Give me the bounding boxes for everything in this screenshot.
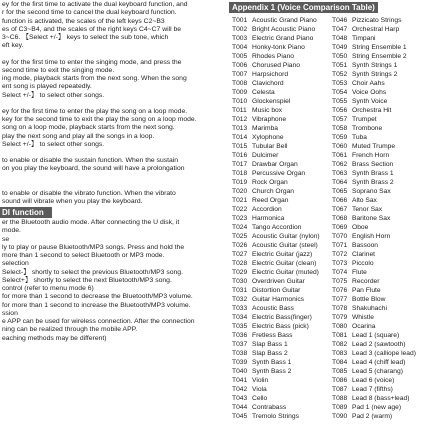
voice-name: Brass Section xyxy=(352,160,394,168)
voice-code: T034 xyxy=(232,313,248,321)
voice-name: Trombone xyxy=(352,124,383,132)
voice-code: T026 xyxy=(232,241,248,249)
voice-name: Accordion xyxy=(252,205,282,213)
voice-name: Acoustic Grand Piano xyxy=(252,16,317,24)
voice-code: T051 xyxy=(332,61,348,69)
voice-code: T009 xyxy=(232,88,248,96)
voice-name: Alto Sax xyxy=(352,196,377,204)
voice-name: Orchestral Harp xyxy=(352,25,400,33)
voice-code: T063 xyxy=(332,169,348,177)
voice-code: T017 xyxy=(232,160,248,168)
manual-text-line: play the next song and play all the songs in a loop. xyxy=(2,132,155,140)
voice-code: T045 xyxy=(232,412,248,420)
voice-name: Lead 5 (charang) xyxy=(352,367,403,375)
voice-name: Electric Guitar (jazz) xyxy=(252,250,313,258)
voice-name: Bright Acoustic Piano xyxy=(252,25,316,33)
voice-code: T033 xyxy=(232,304,248,312)
appendix-title: Appendix 1 (Voice Comparison Table) xyxy=(229,2,378,13)
voice-code: T074 xyxy=(332,268,348,276)
voice-name: Electric Grand Piano xyxy=(252,34,314,42)
voice-code: T077 xyxy=(332,295,348,303)
manual-text-line: ent song is played repeatedly. xyxy=(2,83,92,91)
manual-text-line: for more than 1 second to decrease the Bluetooth/MP3 volume. xyxy=(2,293,193,301)
voice-code: T058 xyxy=(332,124,348,132)
voice-name: Harpsichord xyxy=(252,70,289,78)
manual-text-line: to enable or disable the sustain function. When the sustain xyxy=(2,157,179,164)
voice-name: Rock Organ xyxy=(252,178,288,186)
voice-name: Synth Voice xyxy=(352,97,388,105)
voice-code: T028 xyxy=(232,259,248,267)
voice-name: Harmonica xyxy=(252,214,285,222)
voice-name: Tubular Bell xyxy=(252,142,288,150)
voice-name: Acoustic Bass xyxy=(252,304,294,312)
voice-code: T064 xyxy=(332,178,348,186)
voice-code: T016 xyxy=(232,151,248,159)
voice-code: T008 xyxy=(232,79,248,87)
voice-name: Whistle xyxy=(352,313,374,321)
voice-code: T037 xyxy=(232,340,248,348)
voice-name: String Ensemble 1 xyxy=(352,43,407,51)
appendix-voice-table xyxy=(229,0,430,430)
voice-name: Tango Accordion xyxy=(252,223,302,231)
manual-text-line: more than 1 second to select Bluetooth or MP3 mode. xyxy=(2,252,165,259)
voice-name: Clarinet xyxy=(352,250,376,258)
voice-code: T003 xyxy=(232,34,248,42)
voice-name: Slap Bass 1 xyxy=(252,340,288,348)
voice-name: Shakuhachi xyxy=(352,304,387,312)
voice-code: T071 xyxy=(332,241,348,249)
voice-name: Lead 1 (square) xyxy=(352,331,400,339)
voice-name: Electric Bass (pick) xyxy=(252,322,309,330)
voice-name: Soprano Sax xyxy=(352,187,391,195)
voice-name: Trumpet xyxy=(352,115,377,123)
voice-name: Orchestra Hit xyxy=(352,106,392,114)
voice-code: T089 xyxy=(332,403,348,411)
voice-code: T078 xyxy=(332,304,348,312)
voice-code: T010 xyxy=(232,97,248,105)
manual-text-line: sound will vibrate when you play the keyboard. xyxy=(2,197,143,205)
voice-code: T012 xyxy=(232,115,248,123)
voice-name: Lead 2 (sawtooth) xyxy=(352,340,406,348)
voice-code: T013 xyxy=(232,124,248,132)
voice-code: T050 xyxy=(332,52,348,60)
manual-text-line: es of C3~B4, and the scales of the right keys C4~C7 will be xyxy=(2,25,182,33)
voice-code: T082 xyxy=(332,340,348,348)
manual-text-line: Select +/-】 to select other songs. xyxy=(2,91,105,99)
voice-code: T024 xyxy=(232,223,248,231)
voice-code: T006 xyxy=(232,61,248,69)
voice-name: Lead 8 (bass+lead) xyxy=(352,394,410,402)
voice-code: T032 xyxy=(232,295,248,303)
voice-code: T011 xyxy=(232,106,247,114)
voice-code: T040 xyxy=(232,367,248,375)
manual-text-line: for more than 1 second to increase the Bluetooth/MP3 volume. xyxy=(2,301,191,309)
voice-name: English Horn xyxy=(352,232,391,240)
voice-name: Music box xyxy=(252,106,283,114)
manual-text-line: to enable or disable the vibrato function. When the vibrato xyxy=(2,189,176,197)
voice-name: Flute xyxy=(352,268,367,276)
voice-code: T035 xyxy=(232,322,248,330)
voice-name: Synth Strings 1 xyxy=(352,61,398,69)
manual-text-line: selection xyxy=(2,260,29,268)
voice-name: Synth Bass 2 xyxy=(252,367,292,375)
voice-name: Percussive Organ xyxy=(252,169,306,177)
voice-name: Bassoon xyxy=(352,241,379,249)
voice-code: T073 xyxy=(332,259,348,267)
voice-name: Synth Strings 2 xyxy=(352,70,398,78)
manual-text-line: r for the second time to cancel the dual keyboard function. xyxy=(2,9,177,17)
manual-text-line: eft key. xyxy=(2,42,24,50)
voice-code: T066 xyxy=(332,196,348,204)
voice-code: T072 xyxy=(332,250,348,258)
voice-code: T076 xyxy=(332,286,348,294)
voice-name: Baritone Sax xyxy=(352,214,391,222)
voice-name: Pan Flute xyxy=(352,286,381,294)
voice-name: Vibraphone xyxy=(252,115,287,123)
voice-code: T068 xyxy=(332,214,348,222)
voice-name: Oboe xyxy=(352,223,369,231)
voice-name: French Horn xyxy=(352,151,390,159)
voice-code: T030 xyxy=(232,277,248,285)
manual-text-line: function is activated, the scales of the left keys C2~B3 xyxy=(2,17,165,25)
voice-name: Overdriven Guitar xyxy=(252,277,305,285)
voice-code: T084 xyxy=(332,358,348,366)
voice-name: Synth Brass 1 xyxy=(352,169,394,177)
voice-code: T059 xyxy=(332,133,348,141)
voice-name: Distortion Guitar xyxy=(252,286,301,294)
voice-name: Timpani xyxy=(352,34,376,42)
voice-name: Voice Oohs xyxy=(352,88,387,96)
voice-name: Honky-tonk Piano xyxy=(252,43,305,51)
voice-name: Guitar Harmonics xyxy=(252,295,305,303)
voice-name: Violin xyxy=(252,376,269,384)
voice-code: T005 xyxy=(232,52,248,60)
voice-code: T043 xyxy=(232,394,248,402)
voice-code: T075 xyxy=(332,277,348,285)
voice-name: Acoustic Guitar (steel) xyxy=(252,241,318,249)
manual-text-line: Select +/-】 to select other songs. xyxy=(2,140,105,148)
manual-text-line: song on a loop mode, playback starts from the next song. xyxy=(2,124,175,132)
manual-text-line: ey for the first time to enter the singing mode, and press the xyxy=(2,58,182,66)
voice-name: Fretless Bass xyxy=(252,331,293,339)
voice-name: Piccolo xyxy=(352,259,374,267)
manual-text-line: Select+】 shortly to select the next Bluetooth/MP3 song. xyxy=(2,276,172,284)
voice-name: Choir Aahs xyxy=(352,79,385,87)
voice-name: Ocarina xyxy=(352,322,376,330)
voice-name: Lead 7 (fifths) xyxy=(352,385,393,393)
voice-code: T007 xyxy=(232,70,248,78)
voice-code: T060 xyxy=(332,142,348,150)
voice-name: Tremolo Strings xyxy=(252,412,299,420)
voice-name: Slap Bass 2 xyxy=(252,349,288,357)
voice-name: Lead 3 (calliope lead) xyxy=(352,349,416,357)
voice-code: T079 xyxy=(332,313,348,321)
voice-name: Church Organ xyxy=(252,187,295,195)
voice-name: Muted Trumpe xyxy=(352,142,396,150)
voice-code: T041 xyxy=(232,376,248,384)
manual-text-line: ey for the first time to enter the play the song on a loop mode. xyxy=(2,107,188,115)
voice-code: T052 xyxy=(332,70,348,78)
voice-code: T080 xyxy=(332,322,348,330)
voice-code: T067 xyxy=(332,205,348,213)
voice-code: T085 xyxy=(332,367,348,375)
voice-code: T062 xyxy=(332,160,348,168)
manual-text-line: ning can be realized through the mobile APP. xyxy=(2,326,138,334)
voice-name: Lead 6 (voice) xyxy=(352,376,395,384)
voice-code: T002 xyxy=(232,25,248,33)
manual-text-line: 3~C6. 【Select +/-】 keys to select the sub tone, which xyxy=(2,34,169,41)
voice-code: T015 xyxy=(232,142,248,150)
voice-name: Clavichord xyxy=(252,79,284,87)
voice-name: Viola xyxy=(252,385,267,393)
manual-text-line: ly to play or pause Bluetooth/MP3 songs. Press and hold the xyxy=(2,243,185,251)
voice-name: Pad 2 (warm) xyxy=(352,412,393,420)
voice-code: T031 xyxy=(232,286,248,294)
voice-code: T049 xyxy=(332,43,348,51)
voice-code: T053 xyxy=(332,79,348,87)
voice-name: Cello xyxy=(252,394,268,402)
voice-code: T056 xyxy=(332,106,348,114)
voice-code: T088 xyxy=(332,394,348,402)
manual-text-line: eaching methods may be different) xyxy=(2,334,107,342)
voice-code: T061 xyxy=(332,151,348,159)
voice-name: Synth Bass 1 xyxy=(252,358,292,366)
voice-code: T083 xyxy=(332,349,348,357)
manual-text-line: ey for the first time to activate the dual keyboard function, and xyxy=(2,1,188,8)
manual-text-line: er the Bluetooth audio mode. After connecting the U disk, it xyxy=(2,219,180,226)
voice-code: T029 xyxy=(232,268,248,276)
voice-code: T027 xyxy=(232,250,248,258)
voice-name: Chorused Piano xyxy=(252,61,300,69)
manual-text-line: e APP can be used for wireless connection. After the connection xyxy=(2,318,195,325)
voice-name: Drawbar Organ xyxy=(252,160,298,168)
manual-text-line: key for the second time to exit the play the song on a loop mode. xyxy=(2,116,197,123)
voice-code: T004 xyxy=(232,43,248,51)
voice-code: T087 xyxy=(332,385,348,393)
voice-name: Tuba xyxy=(352,133,367,141)
voice-name: Glockenspiel xyxy=(252,97,291,105)
manual-text-line: on you play the keyboard, the sound will have a prolongation xyxy=(2,165,185,173)
manual-text-line: Select-】 shortly to select the previous Bluetooth/MP3 song. xyxy=(2,268,183,276)
voice-code: T047 xyxy=(332,25,348,33)
voice-name: Electric Guitar (muted) xyxy=(252,268,319,276)
voice-code: T021 xyxy=(232,196,248,204)
voice-name: Reed Organ xyxy=(252,196,289,204)
manual-text-line: ssion xyxy=(2,309,18,317)
manual-text-line: se xyxy=(2,235,10,243)
voice-code: T025 xyxy=(232,232,248,240)
section-heading: DI function xyxy=(0,207,52,218)
voice-code: T022 xyxy=(232,205,248,213)
voice-name: String Ensemble 2 xyxy=(352,52,407,60)
voice-code: T055 xyxy=(332,97,348,105)
voice-name: Acoustic Guitar (nylon) xyxy=(252,232,320,240)
voice-name: Synth Brass 2 xyxy=(352,178,394,186)
voice-code: T057 xyxy=(332,115,348,123)
manual-text-line: second time to exit the singing mode. xyxy=(2,66,115,74)
voice-code: T023 xyxy=(232,214,248,222)
voice-code: T039 xyxy=(232,358,248,366)
voice-code: T054 xyxy=(332,88,348,96)
voice-code: T069 xyxy=(332,223,348,231)
voice-code: T090 xyxy=(332,412,348,420)
voice-name: Dulcimer xyxy=(252,151,279,159)
voice-code: T020 xyxy=(232,187,248,195)
voice-name: Pad 1 (new age) xyxy=(352,403,402,411)
voice-name: Contrabass xyxy=(252,403,287,411)
voice-name: Lead 4 (chiff lead) xyxy=(352,358,406,366)
voice-code: T044 xyxy=(232,403,248,411)
voice-code: T019 xyxy=(232,178,248,186)
voice-name: Recorder xyxy=(352,277,380,285)
voice-code: T046 xyxy=(332,16,348,24)
manual-text-line: ing mode, playback starts from the next song. When the song xyxy=(2,75,187,82)
voice-name: Tenor Sax xyxy=(352,205,383,213)
voice-name: Marimba xyxy=(252,124,279,132)
voice-name: Xylophone xyxy=(252,133,284,141)
voice-code: T018 xyxy=(232,169,248,177)
voice-code: T042 xyxy=(232,385,248,393)
voice-name: Electric Guitar (clean) xyxy=(252,259,317,267)
voice-code: T086 xyxy=(332,376,348,384)
voice-name: Electric Bass(finger) xyxy=(252,313,312,321)
voice-code: T070 xyxy=(332,232,348,240)
voice-name: Rhodes Piano xyxy=(252,52,295,60)
manual-text-line: control (refer to menu mode 6) xyxy=(2,285,94,292)
voice-name: Bottle Blow xyxy=(352,295,386,303)
voice-name: Celesta xyxy=(252,88,275,96)
voice-code: T081 xyxy=(332,331,348,339)
voice-name: Pizzicato Strings xyxy=(352,16,402,24)
voice-code: T001 xyxy=(232,16,248,24)
manual-text-line: mode. xyxy=(2,227,21,235)
voice-code: T048 xyxy=(332,34,348,42)
voice-code: T014 xyxy=(232,133,248,141)
voice-code: T036 xyxy=(232,331,248,339)
voice-code: T038 xyxy=(232,349,248,357)
voice-code: T065 xyxy=(332,187,348,195)
